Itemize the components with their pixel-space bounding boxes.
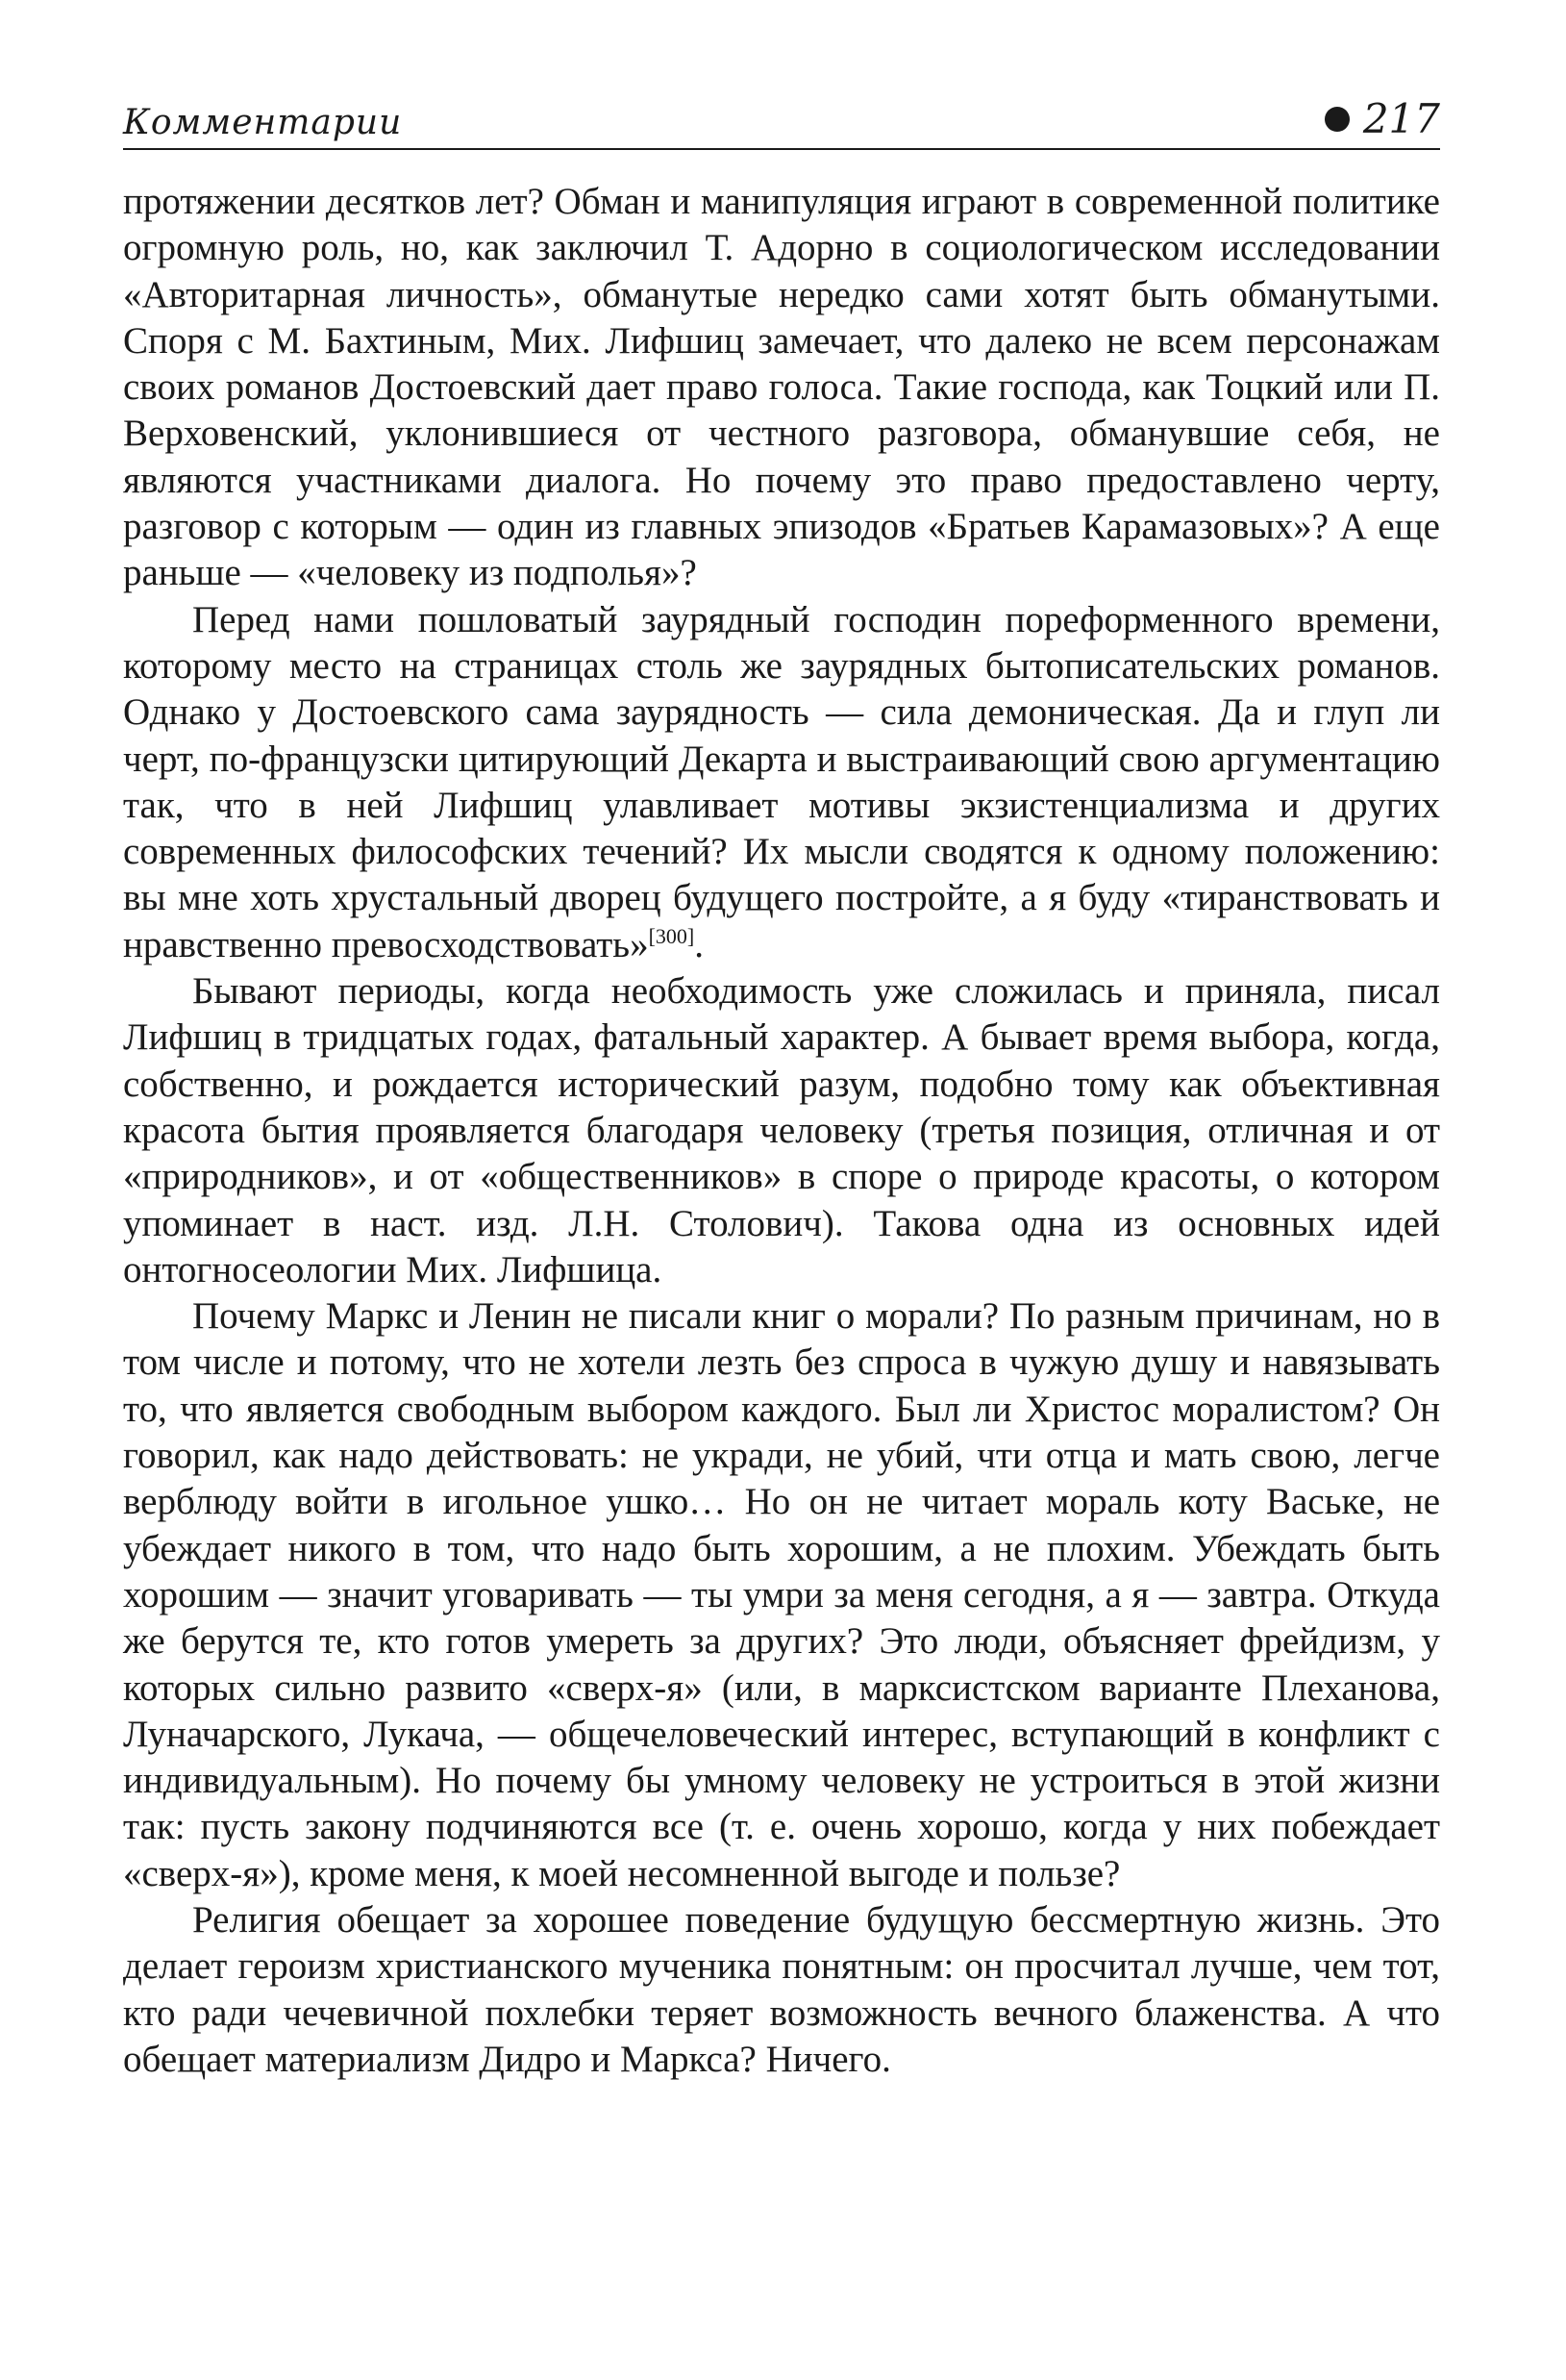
book-page [123,92,1440,2083]
paragraph-5-text: Религия обещает за хорошее поведение будущую бессмертную жизнь. Это делает героизм христианского мученика понятным: он просчитал лучше, чем тот, кто ради чечевичной похлебки теряет возможность вечного блаженства. А что обещает материализм Дидро и Маркса? Ничего. [123,1898,1440,2080]
paragraph-3 [123,968,1440,1293]
paragraph-2-text: Перед нами пошловатый заурядный господин пореформенного времени, которому место на страницах столь же заурядных бытописательских романов. Однако у Достоевского сама заурядность — сила демоническая. Да и глуп ли черт, по-французски цитирующий Декарта и выстраивающий свою аргументацию так, что в ней Лифшиц улавливает мотивы экзистенциализма и других современных философских течений? Их мысли сводятся к одному положению: вы мне хоть хрустальный дворец будущего постройте, а я буду «тиранствовать и нравственно превосходствовать» [123,598,1440,965]
paragraph-2-tail: . [694,923,704,965]
paragraph-4 [123,1293,1440,1897]
page-number-block [1325,95,1440,142]
paragraph-3-text: Бывают периоды, когда необходимость уже сложилась и приняла, писал Лифшиц в тридцатых годах, фатальный характер. А бывает время выбора, когда, собственно, и рождается исторический разум, подобно тому как объективная красота бытия проявляется благодаря человеку (третья позиция, отличная и от «природников», и от «общественников» в споре о природе красоты, о котором упоминает в наст. изд. Л.Н. Столович). Такова одна из основных идей онтогносеологии Мих. Лифшица. [123,970,1440,1290]
bullet-icon [1325,107,1350,132]
paragraph-1 [123,179,1440,597]
body-text [123,179,1440,2083]
paragraph-5 [123,1897,1440,2083]
paragraph-4-text: Почему Маркс и Ленин не писали книг о морали? По разным причинам, но в том числе и потому, что не хотели лезть без спроса в чужую душу и навязывать то, что является свободным выбором каждого. Был ли Христос моралистом? Он говорил, как надо действовать: не укради, не убий, чти отца и мать свою, легче верблюду войти в игольное ушко… Но он не читает мораль коту Ваське, не убеждает никого в том, что надо быть хорошим, а не плохим. Убеждать быть хорошим — значит уговаривать — ты умри за меня сегодня, а я — завтра. Откуда же берутся те, кто готов умереть за других? Это люди, объясняет фрейдизм, у которых сильно развито «сверх-я» (или, в марксистском варианте Плеханова, Луначарского, Лукача, — общечеловеческий интерес, вступающий в конфликт с индивидуальным). Но почему бы умному человеку не устроиться в этой жизни так: пусть закону подчиняются все (т. е. очень хорошо, когда у них побеждает «сверх-я»), кроме меня, к моей несомненной выгоде и пользе? [123,1295,1440,1894]
running-header-title: Комментарии [123,103,403,142]
page-number: 217 [1362,95,1440,142]
footnote-reference[interactable]: [300] [648,923,695,948]
running-header [123,92,1440,150]
paragraph-2 [123,597,1440,968]
paragraph-1-text: протяжении десятков лет? Обман и манипуляция играют в современной политике огромную роль, но, как заключил Т. Адорно в социологическом исследовании «Авторитарная личность», обманутые нередко сами хотят быть обманутыми. Споря с М. Бахтиным, Мих. Лифшиц замечает, что далеко не всем персонажам своих романов Достоевский дает право голоса. Такие господа, как Тоцкий или П. Верховенский, уклонившиеся от честного разговора, обманувшие себя, не являются участниками диалога. Но почему это право предоставлено черту, разговор с которым — один из главных эпизодов «Братьев Карамазовых»? А еще раньше — «человеку из подполья»? [123,181,1440,594]
